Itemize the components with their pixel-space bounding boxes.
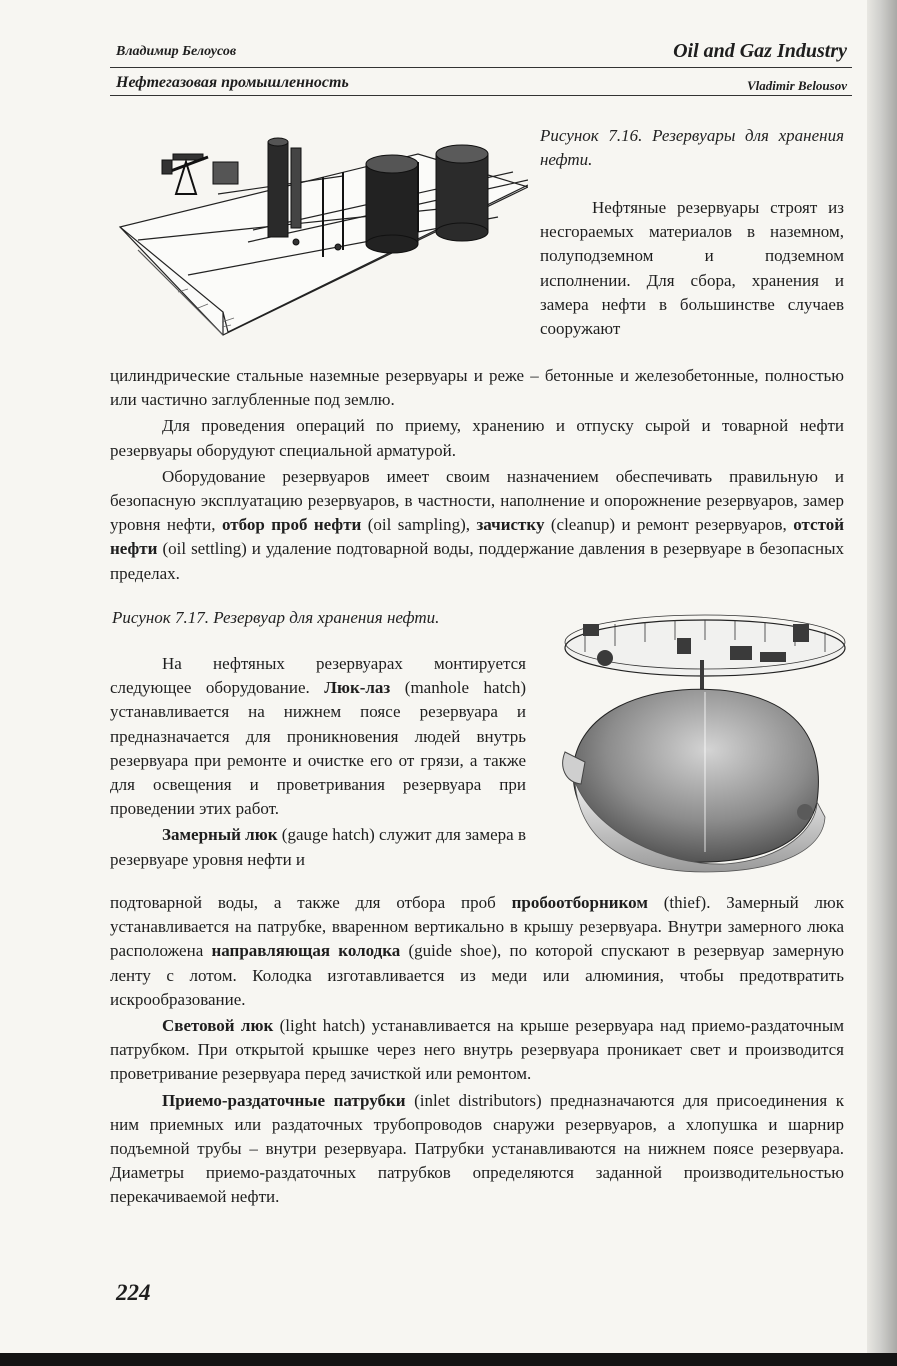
header-title-ru: Нефтегазовая промышленность <box>116 74 349 91</box>
term-guide-shoe: направляющая колодка <box>211 941 401 961</box>
header-author-en: Vladimir Belousov <box>746 78 847 93</box>
term-light-hatch: Световой люк <box>162 1016 274 1036</box>
paragraph-5-end: подтоварной воды, а также для отбора проб пробоотборником (thief). Замерный люк устанавливается на патрубке, вваренном вертикально в крышу резервуара. Внутри замерного люка расположена направляющая колодка (guide shoe), по которой спускают в резервуар замерную ленту с лотом. Колодка изготавливается из меди или алюминия, чтобы предотвратить искрообразование. <box>110 893 844 1009</box>
figure-caption-7-16: Рисунок 7.16. Резервуары для хранения нефти. <box>540 126 844 169</box>
term-oil-sampling: отбор проб нефти <box>221 515 362 535</box>
paragraph-5-start: Замерный люк (gauge hatch) служит для замера в резервуаре уровня нефти и <box>110 825 526 869</box>
term-thief: пробоотборником <box>511 893 648 912</box>
header-rule-bottom <box>110 95 852 96</box>
header-title-en: Oil and Gaz Industry <box>673 40 847 62</box>
header-author-ru: Владимир Белоусов <box>116 44 237 59</box>
paragraph-block-left <box>110 652 526 872</box>
header-rule-top <box>110 67 852 68</box>
page-scan-edge <box>867 0 897 1366</box>
term-oil-settling: отстой нефти <box>110 515 845 559</box>
paragraph-3: Оборудование резервуаров имеет своим назначением обеспечивать правильную и безопасную эксплуатацию резервуаров, в частности, наполнение и опорожнение резервуаров, замер уровня нефти, отбор проб нефти (oil sampling), зачистку (cleanup) и ремонт резервуаров, отстой нефти (oil settling) и удаление подтоварной воды, поддержание давления в резервуаре в безопасных пределах. <box>110 466 845 583</box>
storage-tank-cutaway-illustration <box>555 612 847 874</box>
paragraph-1-start: Нефтяные резервуары строят из несгораемых материалов в наземном, полуподземном и подземном исполнении. Для сбора, хранения и замера нефти в большинстве случаев сооружают <box>540 198 844 339</box>
term-cleanup: зачистку <box>476 515 545 535</box>
term-inlet-distributors: Приемо-раздаточные патрубки <box>162 1090 406 1110</box>
paragraph-block-top <box>110 364 844 586</box>
paragraph-2: Для проведения операций по приему, хранению и отпуску сырой и товарной нефти резервуары оборудуют специальной арматурой. <box>110 416 844 460</box>
term-gauge-hatch: Замерный люк <box>162 825 278 845</box>
page-number: 224 <box>116 1280 151 1305</box>
paragraph-4: На нефтяных резервуарах монтируется следующее оборудование. Люк-лаз (manhole hatch) устанавливается на нижнем поясе резервуара и предназначается для проникновения людей внутрь резервуара при ремонте и очистке его от грязи, а также для освещения и проветривания резервуара при проведении этих работ. <box>110 654 526 819</box>
term-manhole: Люк-лаз <box>324 678 391 698</box>
figure-caption-7-17: Рисунок 7.17. Резервуар для хранения нефти. <box>112 608 440 627</box>
paragraph-1-column <box>540 196 844 341</box>
paragraph-7: Приемо-раздаточные патрубки (inlet distributors) предназначаются для присоединения к ним приемных или раздаточных трубопроводов снаружи резервуаров, а хлопушка и шарнир подъемной трубы – внутри резервуара. Патрубки устанавливаются на нижнем поясе резервуара. Диаметры приемо-раздаточных патрубков определяются заданной производительностью перекачиваемой нефти. <box>110 1090 844 1207</box>
paragraph-block-bottom <box>110 891 844 1210</box>
tank-farm-illustration <box>118 132 528 347</box>
paragraph-6: Световой люк (light hatch) устанавливается на крыше резервуара над приемо-раздаточным патрубком. При открытой крышке через него внутрь резервуара проникает свет и производится проветривание резервуара перед зачисткой или ремонтом. <box>110 1016 845 1084</box>
scan-bottom-border <box>0 1353 897 1366</box>
paragraph-1-end: цилиндрические стальные наземные резервуары и реже – бетонные и железобетонные, полностью или частично заглубленные под землю. <box>110 366 844 410</box>
